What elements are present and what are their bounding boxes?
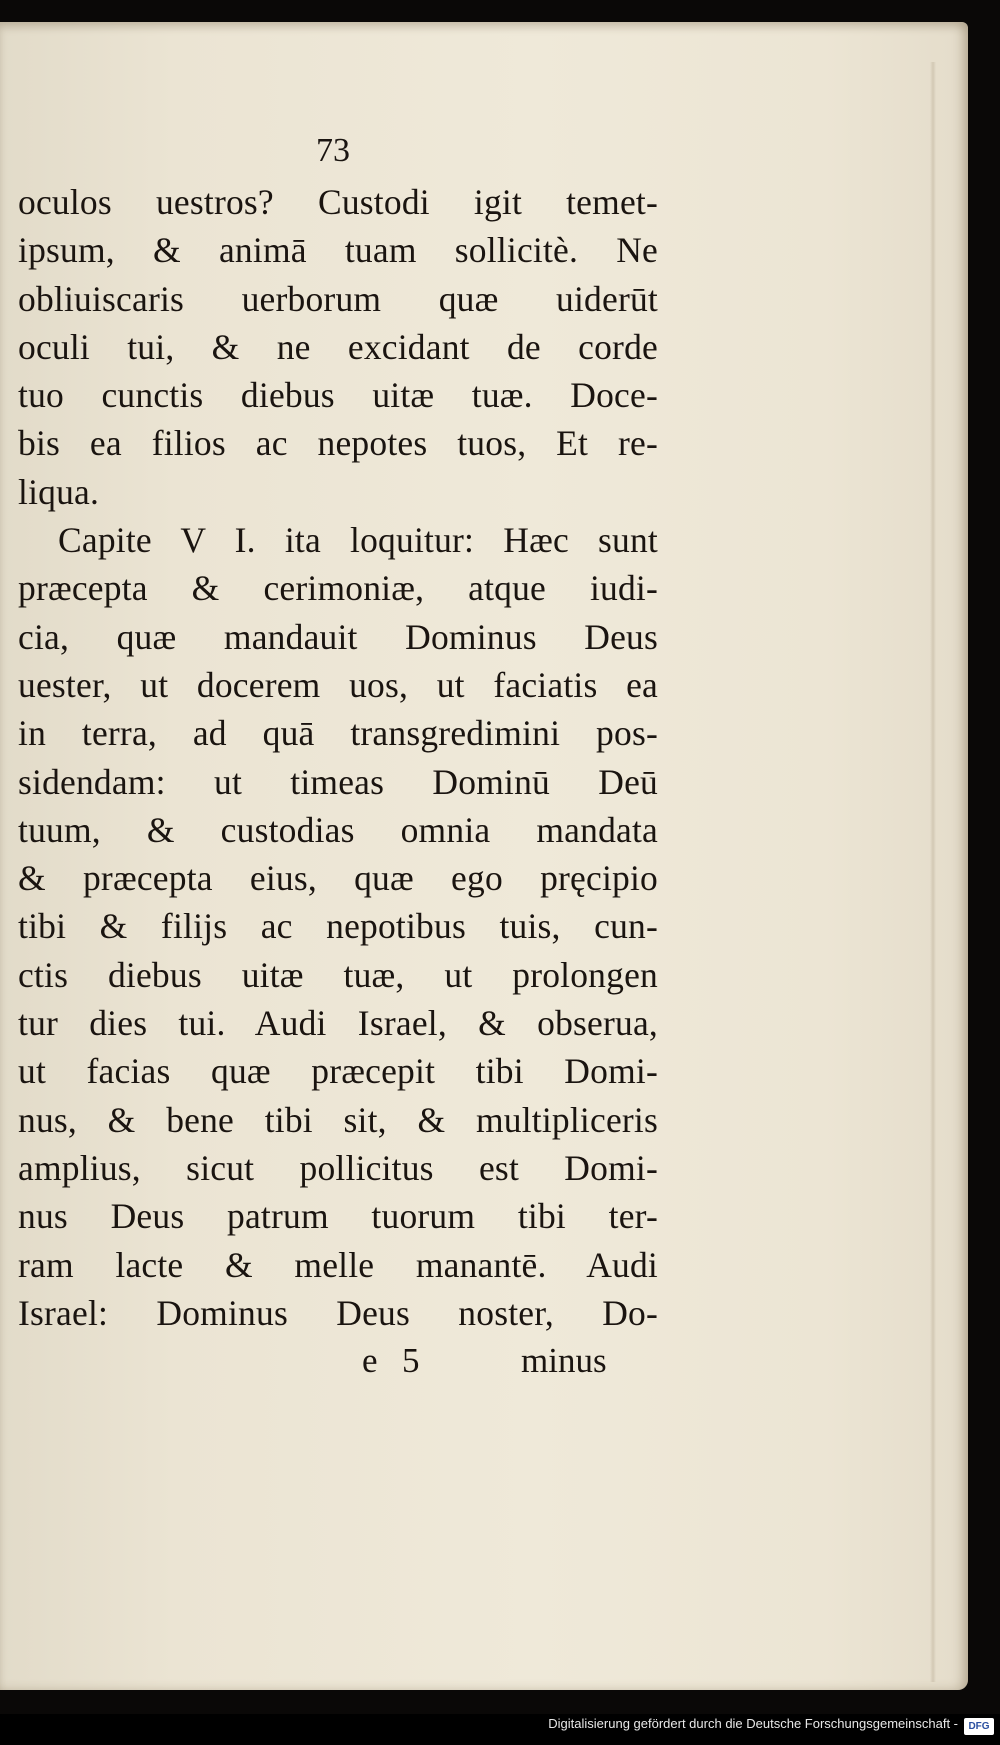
catchword: minus xyxy=(521,1341,607,1380)
text-line: tuo cunctis diebus uitæ tuæ. Doce- xyxy=(18,375,658,416)
text-line: Israel: Dominus Deus noster, Do- xyxy=(18,1292,658,1333)
text-line: nus Deus patrum tuorum tibi ter- xyxy=(18,1196,658,1237)
text-line: uester, ut docerem uos, ut faciatis ea xyxy=(18,664,658,705)
text-line: ipsum, & animā tuam sollicitè. Ne xyxy=(18,230,658,271)
text-line: tibi & filijs ac nepotibus tuis, cun- xyxy=(18,906,658,947)
page-foot xyxy=(18,1337,638,1385)
text-block xyxy=(18,178,658,1337)
text-line: tur dies tui. Audi Israel, & obserua, xyxy=(18,1003,658,1044)
text-line: & præcepta eius, quæ ego pręcipio xyxy=(18,858,658,899)
text-line: ut facias quæ præcepit tibi Domi- xyxy=(18,1051,658,1092)
text-line: bis ea filios ac nepotes tuos, Et re- xyxy=(18,423,658,464)
text-line: ctis diebus uitæ tuæ, ut prolongen xyxy=(18,954,658,995)
text-line: in terra, ad quā transgredimini pos- xyxy=(18,713,658,754)
text-line: nus, & bene tibi sit, & multipliceris xyxy=(18,1099,658,1140)
text-line: præcepta & cerimoniæ, atque iudi- xyxy=(18,568,658,609)
text-line: amplius, sicut pollicitus est Domi- xyxy=(18,1147,658,1188)
text-line: ram lacte & melle manantē. Audi xyxy=(18,1244,658,1285)
page-number: 73 xyxy=(316,132,350,169)
signature-number: 5 xyxy=(402,1341,420,1380)
text-line: obliuiscaris uerborum quæ uiderūt xyxy=(18,278,658,319)
text-line: oculi tui, & ne excidant de corde xyxy=(18,326,658,367)
digitization-credit: Digitalisierung gefördert durch die Deutsche Forschungsgemeinschaft - xyxy=(548,1716,958,1731)
dfg-logo: DFG xyxy=(964,1718,994,1735)
text-line: liqua. xyxy=(18,471,100,512)
text-line: sidendam: ut timeas Dominū Deū xyxy=(18,761,658,802)
page-fold-shadow xyxy=(930,62,936,1682)
text-line: oculos uestros? Custodi igit temet- xyxy=(18,182,658,222)
signature-mark: e xyxy=(362,1341,378,1380)
text-line: cia, quæ mandauit Dominus Deus xyxy=(18,616,658,657)
paragraph-start-line: Capite V I. ita loquitur: Hæc sunt xyxy=(58,520,658,561)
text-line: tuum, & custodias omnia mandata xyxy=(18,809,658,850)
